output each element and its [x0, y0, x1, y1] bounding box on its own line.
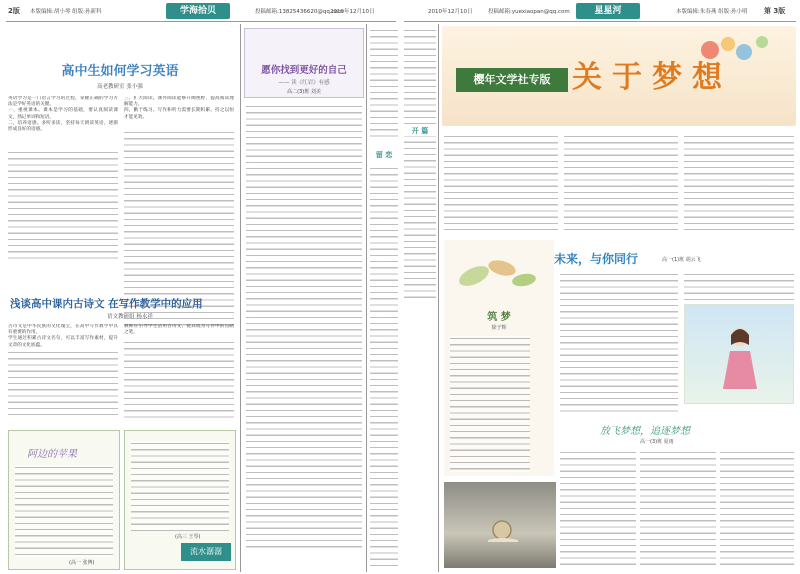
right-page-number: 第 3版	[764, 7, 786, 15]
left-header-rule	[6, 21, 396, 22]
english-paragraph: 三、扩大阅读。课外阅读能够开阔视野，提高阅读理解能力。	[124, 96, 234, 108]
balloon-icon	[756, 36, 768, 48]
essay-apple-title: 阿边的苹果	[27, 449, 77, 460]
english-paragraph: 英语学习是一门语言学习的过程，掌握正确的学习方法是学好英语的关键。	[8, 96, 118, 108]
right-date: 2010年12月10日	[428, 9, 473, 15]
girl-illustration	[684, 304, 794, 404]
poem-text	[450, 336, 530, 472]
snail-icon	[484, 518, 520, 544]
strip-text-bottom	[370, 166, 398, 566]
left-date: 2010年12月10日	[330, 9, 375, 15]
self-article-subtitle: —— 读《红岩》有感	[278, 80, 330, 86]
dream-banner-title: 关于梦想	[572, 60, 732, 95]
dream-intro-text-3	[684, 134, 794, 234]
snail-photo	[444, 482, 556, 568]
essay-box-apple	[8, 430, 120, 570]
poetry-paragraph: 古诗文是中华民族的文化瑰宝，在高中写作教学中具有重要的作用。	[8, 324, 118, 336]
girl-icon	[715, 323, 765, 393]
right-strip-rule	[438, 24, 439, 572]
dream-article-title: 放飞梦想，追逐梦想	[600, 426, 690, 437]
english-article-byline: 高老教研室 张小强	[97, 84, 143, 90]
future-article-title: 未来，与你同行	[554, 252, 639, 266]
left-email: 投稿邮箱:13825436620@qq.com	[255, 9, 344, 15]
dream-banner-art	[690, 30, 790, 90]
future-article-text	[560, 272, 678, 412]
left-page-number: 2版	[8, 7, 20, 15]
dream-intro-text	[444, 134, 558, 234]
poem-title: 筑 梦	[487, 312, 511, 323]
strip-heading: 留 恋	[375, 151, 393, 159]
right-email: 投稿邮箱:yuexiaopan@qq.com	[488, 9, 570, 15]
right-header-rule	[404, 21, 796, 22]
poetry-article-filler	[8, 350, 118, 420]
poetry-article-byline: 语文教研组 杨永祥	[107, 314, 153, 320]
dream-intro-text-2	[564, 134, 678, 234]
strip-rule	[366, 24, 367, 572]
dream-article-text-3	[720, 450, 794, 568]
essay-box-water	[124, 430, 236, 570]
future-article-text-2	[684, 272, 794, 302]
poetry-article-title: 浅谈高中课内古诗文 在写作教学中的应用	[10, 298, 203, 310]
poem-author: 徐子辉	[491, 325, 507, 331]
leaf-shape	[456, 262, 492, 290]
left-column-rule	[240, 24, 241, 572]
english-paragraph: 一、重视课本。课本是学习的基础，要认真阅读课文，熟记单词和短语。	[8, 108, 118, 120]
essay-apple-author: (高一 张博)	[69, 560, 95, 566]
poetry-paragraph: 学生通过积累古诗文名句，可以丰富写作素材，提升文章的文化底蕴。	[8, 336, 118, 348]
snail-shell	[493, 521, 511, 539]
poetry-article-filler-2	[124, 340, 234, 420]
balloon-icon	[701, 41, 719, 59]
essay-water-text	[131, 441, 229, 531]
balloon-icon	[736, 44, 752, 60]
essay-water-title: 流水潺潺	[181, 543, 231, 561]
leaf-shape	[487, 258, 518, 279]
left-page-editors: 本版编辑:胡小琴 组版:孙新科	[30, 9, 102, 15]
strip-text-top	[370, 28, 398, 138]
english-article-filler	[8, 150, 118, 260]
girl-dress	[723, 351, 757, 389]
dream-article-text-1	[560, 450, 636, 568]
leaf-icon	[454, 248, 544, 304]
dream-article-text-2	[640, 450, 716, 568]
essay-water-author: (高三 王琴)	[175, 534, 201, 540]
english-paragraph: 二、培养语感。多听多读，坚持每天朗读英语，逐渐形成良好的语感。	[8, 120, 118, 133]
right-strip-text	[404, 28, 436, 298]
poem-box	[444, 240, 554, 476]
poetry-paragraph: 教师应引导学生活用古诗文，使其成为写作中的点睛之笔。	[124, 324, 234, 336]
right-section-tag: 星星河	[576, 3, 640, 19]
self-article-text	[246, 104, 362, 550]
leaf-shape	[511, 272, 537, 288]
english-article-title: 高中生如何学习英语	[61, 64, 179, 79]
future-article-author: 高一(1)班 胡云飞	[662, 257, 701, 263]
dream-banner-tag: 樱年文学社专版	[456, 68, 568, 92]
english-paragraph: 四、勤于练习。写作和听力需要长期积累，持之以恒才能见效。	[124, 108, 234, 120]
self-article-title: 愿你找到更好的自己	[261, 65, 347, 76]
self-article-author: 高二(3)班 刘美	[287, 89, 321, 95]
right-page	[400, 0, 800, 574]
left-section-tag: 学海拾贝	[166, 3, 230, 19]
dream-article-author: 高一(3)班 夏雨	[640, 439, 674, 445]
balloon-icon	[721, 37, 735, 51]
right-strip-heading: 开 篇	[404, 126, 436, 136]
right-editors: 本版编辑:朱春燕 组版:孙小明	[676, 9, 748, 15]
essay-apple-text	[15, 465, 113, 557]
snail-body	[488, 538, 518, 542]
